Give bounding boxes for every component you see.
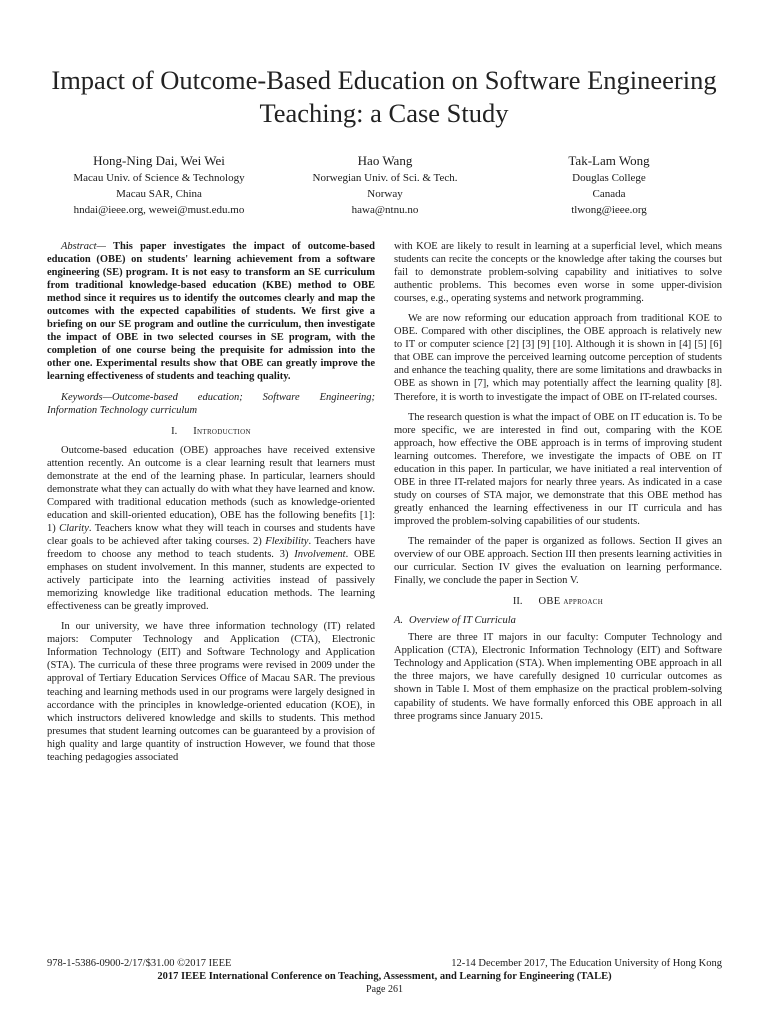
- intro-paragraph-5: The remainder of the paper is organized as follows. Section II gives an overview of our OBE approach. Section III then presents learning activities in our curricular. Section IV gives the evaluation on learning performance. Finally, we conclude the paper in Section V.: [394, 535, 722, 587]
- author-block: [50, 152, 268, 218]
- intro-paragraph-2-continued: with KOE are likely to result in learning at a superficial level, which means students can recite the concepts or the knowledge after taking the courses but fail to demonstrate problem-solving capability and initiatives to solve authentic problems. This becomes even worse in some upper-division courses, e.g., operating systems and network programming.: [394, 241, 722, 305]
- author-location: Macau SAR, China: [116, 188, 202, 200]
- footer-date: 12-14 December 2017, The Education University of Hong Kong: [451, 958, 722, 969]
- author-names: Tak-Lam Wong: [568, 153, 650, 168]
- subsection-label: A.: [394, 615, 404, 627]
- text-run: Outcome-based education (OBE) approaches have received extensive attention recently. An outcome is a clear learning result that learners must demonstrate at the end of the learning phase. In particular, learners should demonstrate what they can actually do with what they have learned and know. Compared with traditional education methods (such as knowledge-oriented education and skill-oriented education), OBE has the following benefits [1]: 1): [47, 444, 375, 534]
- section-title: OBE approach: [538, 596, 604, 608]
- term-clarity: Clarity: [59, 522, 89, 534]
- paper-title: Impact of Outcome-Based Education on Software Engineering Teaching: a Case Study: [51, 65, 717, 128]
- page-number: Page 261: [366, 984, 403, 995]
- term-flexibility: Flexibility: [265, 535, 309, 547]
- intro-paragraph-4: The research question is what the impact of OBE on IT education is. To be more specific, we are interested in find out, comparing with the KOE approach, how effective the OBE approach is in terms of improving student learning outcomes. Therefore, we investigate the impacts of OBE on IT education in this paper. In particular, we have initiated a real intervention of OBE in three IT-related majors for nearly three years. As indicated in a case study on courses of STA major, we demonstrate that this OBE method has greatly enhanced the learning effectiveness in our IT curricula and has improved the problem-solving capabilities of our students.: [394, 411, 722, 527]
- subsection-title: Overview of IT Curricula: [409, 615, 516, 627]
- author-email: hndai@ieee.org, wewei@must.edu.mo: [73, 204, 245, 216]
- footer-line: [47, 957, 722, 970]
- intro-paragraph-1: [47, 444, 375, 614]
- text-run: . Teachers know what they will teach in courses and students have clear goals to be achieved after taking courses. 2): [47, 522, 375, 547]
- left-column: [47, 240, 375, 771]
- term-involvement: Involvement: [294, 549, 346, 561]
- author-affiliation: Macau Univ. of Science & Technology: [73, 172, 245, 184]
- subsection-heading: [394, 614, 722, 627]
- right-column: [394, 240, 722, 730]
- section-title: Introduction: [193, 425, 251, 437]
- keywords: Keywords—Outcome-based education; Software Engineering; Information Technology curriculum: [47, 391, 375, 416]
- author-location: Canada: [592, 188, 626, 200]
- footer-conference: 2017 IEEE International Conference on Teaching, Assessment, and Learning for Engineering (TALE): [157, 971, 612, 982]
- author-block: [522, 152, 696, 218]
- intro-paragraph-2: In our university, we have three information technology (IT) related majors: Computer Technology and Application (CTA), Electronic Information Technology (EIT) and Software Technology and Application (STA). The curricula of these three programs were revised in 2009 under the approval of Tertiary Education Services Office of Macau SAR. The previous teaching and learning methods used in our programs were largely designed in accordance with the principles in knowledge-oriented education (KOE), in which instructors delivered knowledge and skills to students. This method presumes that student learning outcomes can be guaranteed by a provision of high quality and large quantity of instruction However, we found that those teaching pedagogies associated: [47, 621, 375, 763]
- author-affiliation: Norwegian Univ. of Sci. & Tech.: [312, 172, 458, 184]
- text-run: . Teachers have freedom to choose any method to teach students. 3): [47, 535, 375, 561]
- text-run: . OBE emphases on student involvement. In this manner, students are expected to actively participate into the learning activities instead of passively memorizing knowledge like traditional education methods. The learning effectiveness can be greatly improved.: [47, 549, 376, 613]
- author-names: Hong-Ning Dai, Wei Wei: [93, 153, 225, 168]
- section-heading-obe-approach: [394, 595, 722, 608]
- author-names: Hao Wang: [357, 153, 413, 168]
- obe-paragraph-1: There are three IT majors in our faculty: Computer Technology and Application (CTA), Electronic Information Technology (EIT) and Software Technology and Application (STA). When implementing OBE approach in all the three majors, we have carefully designed 10 curricular outcomes as shown in Table I. Most of them emphasize on the practical problem-solving capability of students. We have formally enforced this OBE approach in all three programs since January 2015.: [394, 632, 722, 722]
- author-affiliation: Douglas College: [572, 172, 646, 184]
- author-location: Norway: [367, 188, 403, 200]
- section-heading-introduction: [47, 425, 375, 438]
- abstract-text: This paper investigates the impact of outcome-based education (OBE) on students' learning achievement from a software engineering (SE) program. It is not easy to transform an SE curriculum from traditional knowledge-based education (KBE) method to OBE method since it requires us to identify the outcomes clearly and map the outcomes with the expected capabilities of students. We first give a briefing on our SE program and outline the curriculum, then investigate the impact of OBE in two selected courses in SE program, with the completion of one course being the prequisite for admission into the other one. Experimental results show that OBE can greatly improve the learning effectiveness of students and teaching quality.: [47, 241, 375, 383]
- abstract-lead: Abstract—: [61, 241, 106, 252]
- author-block: [292, 152, 478, 218]
- section-number: II.: [512, 596, 523, 608]
- author-email: tlwong@ieee.org: [571, 204, 647, 216]
- footer-isbn: 978-1-5386-0900-2/17/$31.00 ©2017 IEEE: [47, 958, 232, 969]
- intro-paragraph-3: We are now reforming our education approach from traditional KOE to OBE. Compared with other disciplines, the OBE approach is relatively new to IT or computer science [2] [3] [9] [10]. Although it is shown in [4] [5] [6] that OBE can improve the perceived learning outcome perception of students and enhance the teaching quality, there are some limitations and drawbacks in OBE as shown in [7], which may potentially affect the learning quality [8]. Therefore, it is worth to investigate the impact of OBE on IT-related courses.: [394, 313, 722, 403]
- section-number: I.: [171, 425, 178, 437]
- abstract: [47, 240, 375, 384]
- author-email: hawa@ntnu.no: [351, 204, 419, 216]
